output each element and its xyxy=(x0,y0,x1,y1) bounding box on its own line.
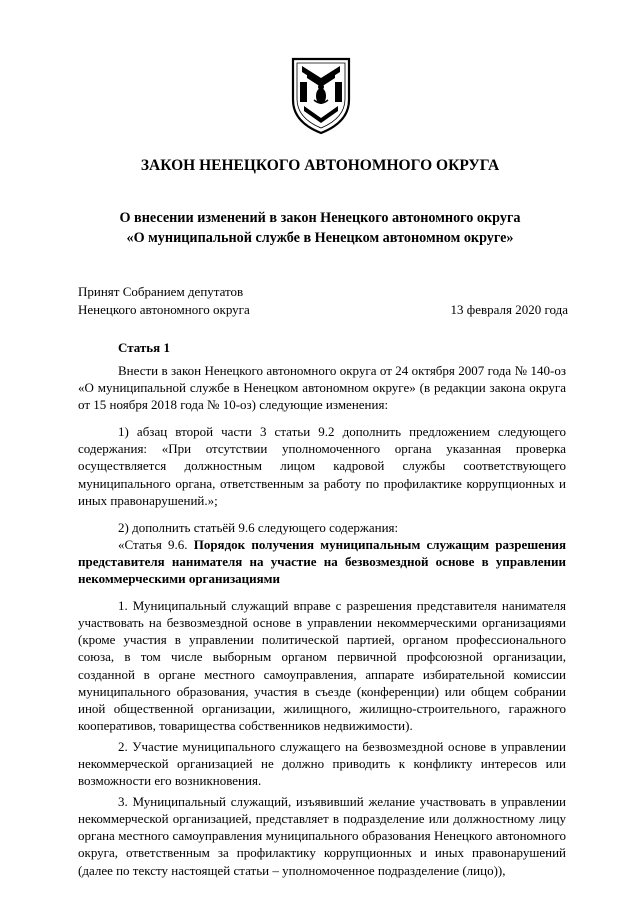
new-article-part-1: 1. Муниципальный служащий вправе с разрешения представителя нанимателя участвовать на безвозмездной основе в управлении некоммерческими организациями (кроме участия в управлении политической партией, органом профессионального союза, в том числе выборным органом первичной профсоюзной организации, созданной в органе местного самоуправления, аппарате избирательной комиссии муниципального образования, участия в съезде (конференции) или общем собрании иной общественной организации, жилищного, жилищно-строительного, гаражного кооперативов, товарищества собственников недвижимости). xyxy=(78,598,566,733)
adoption-line-1: Принят Собранием депутатов xyxy=(78,284,244,299)
article-intro: Внести в закон Ненецкого автономного округа от 24 октября 2007 года № 140-оз «О муниципальной службе в Ненецком автономном округе» (в редакции закона округа от 15 ноября 2018 года № 10-оз) следующие изменения: xyxy=(78,363,566,413)
new-article-heading xyxy=(78,536,566,587)
new-article-title: Порядок получения муниципальным служащим разрешения представителя нанимателя на участие на безвозмездной основе в управлении некоммерческими организациями xyxy=(78,536,566,587)
law-subtitle xyxy=(60,208,580,248)
new-article-part-2: 2. Участие муниципального служащего на безвозмездной основе в управлении некоммерческой организацией не должно приводить к конфликту интересов или возможности его возникновения. xyxy=(78,738,566,789)
new-article-prefix: «Статья 9.6. xyxy=(118,536,188,552)
adoption-line-2: Ненецкого автономного округа xyxy=(78,302,250,317)
adoption-block xyxy=(78,283,568,319)
amendment-item-1: 1) абзац второй части 3 статьи 9.2 дополнить предложением следующего содержания: «При отсутствии уполномоченного органа указанная проверка осуществляется должностным лицом кадровой службы соответствующего муниципального органа, ответственным за работу по профилактике коррупционных и иных правонарушений.»; xyxy=(78,424,566,508)
subtitle-line-1: О внесении изменений в закон Ненецкого автономного округа xyxy=(119,210,521,226)
subtitle-line-2: «О муниципальной службе в Ненецком автономном округе» xyxy=(126,230,514,246)
amendment-item-2: 2) дополнить статьёй 9.6 следующего содержания: xyxy=(118,519,399,535)
article-body xyxy=(78,362,566,879)
nenets-coat-of-arms-icon xyxy=(290,56,352,136)
new-article-part-3: 3. Муниципальный служащий, изъявивший желание участвовать в управлении некоммерческой организацией, представляет в подразделение или должностному лицу органа местного самоуправления муниципального образования Ненецкого автономного округа, ответственным за профилактику коррупционных и иных правонарушений (далее по тексту настоящей статьи – уполномоченное подразделение (лицо)), xyxy=(78,794,566,878)
article-heading: Статья 1 xyxy=(118,340,170,355)
adoption-date: 13 февраля 2020 года xyxy=(450,302,568,317)
law-title: ЗАКОН НЕНЕЦКОГО АВТОНОМНОГО ОКРУГА xyxy=(140,157,500,174)
